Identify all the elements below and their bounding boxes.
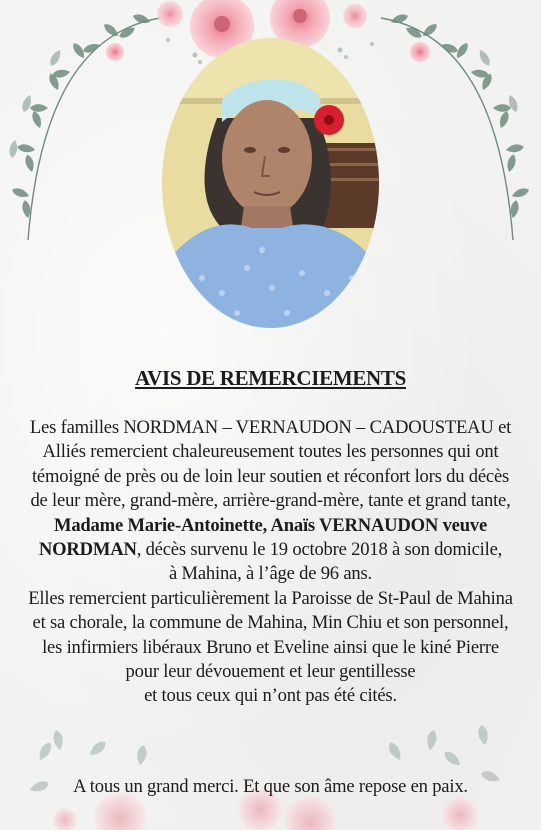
body-line: et sa chorale, la commune de Mahina, Min Chiu et son personnel,	[32, 612, 509, 634]
body-line: Les familles NORDMAN – VERNAUDON – CADOUSTEAU et	[29, 417, 512, 438]
notice-title: AVIS DE REMERCIEMENTS	[134, 366, 407, 390]
body-line: et tous ceux qui n’ont pas été cités.	[144, 685, 397, 707]
floral-border-bottom	[0, 720, 541, 830]
death-details-line	[8, 538, 533, 562]
deceased-surname: NORDMAN	[38, 539, 137, 561]
closing-line: A tous un grand merci. Et que son âme repose en paix.	[73, 776, 468, 797]
portrait-photo	[162, 38, 379, 328]
notice-body	[8, 416, 533, 709]
body-line: pour leur dévouement et leur gentillesse	[125, 661, 416, 683]
body-line: Elles remercient particulièrement la Paroisse de St-Paul de Mahina	[28, 587, 513, 609]
body-line: Alliés remercient chaleureusement toutes les personnes qui ont	[42, 441, 499, 463]
body-line: de leur mère, grand-mère, arrière-grand-mère, tante et grand tante,	[30, 490, 511, 512]
body-line: témoigné de près ou de loin leur soutien et réconfort lors du décès	[31, 465, 510, 487]
deceased-name-line	[8, 514, 533, 538]
deceased-name: Madame Marie-Antoinette, Anaïs VERNAUDON veuve	[53, 514, 488, 536]
body-line: les infirmiers libéraux Bruno et Eveline ainsi que le kiné Pierre	[42, 636, 499, 658]
death-details: , décès survenu le 19 octobre 2018 à son domicile,	[136, 539, 503, 561]
body-line: à Mahina, à l’âge de 96 ans.	[169, 563, 372, 585]
